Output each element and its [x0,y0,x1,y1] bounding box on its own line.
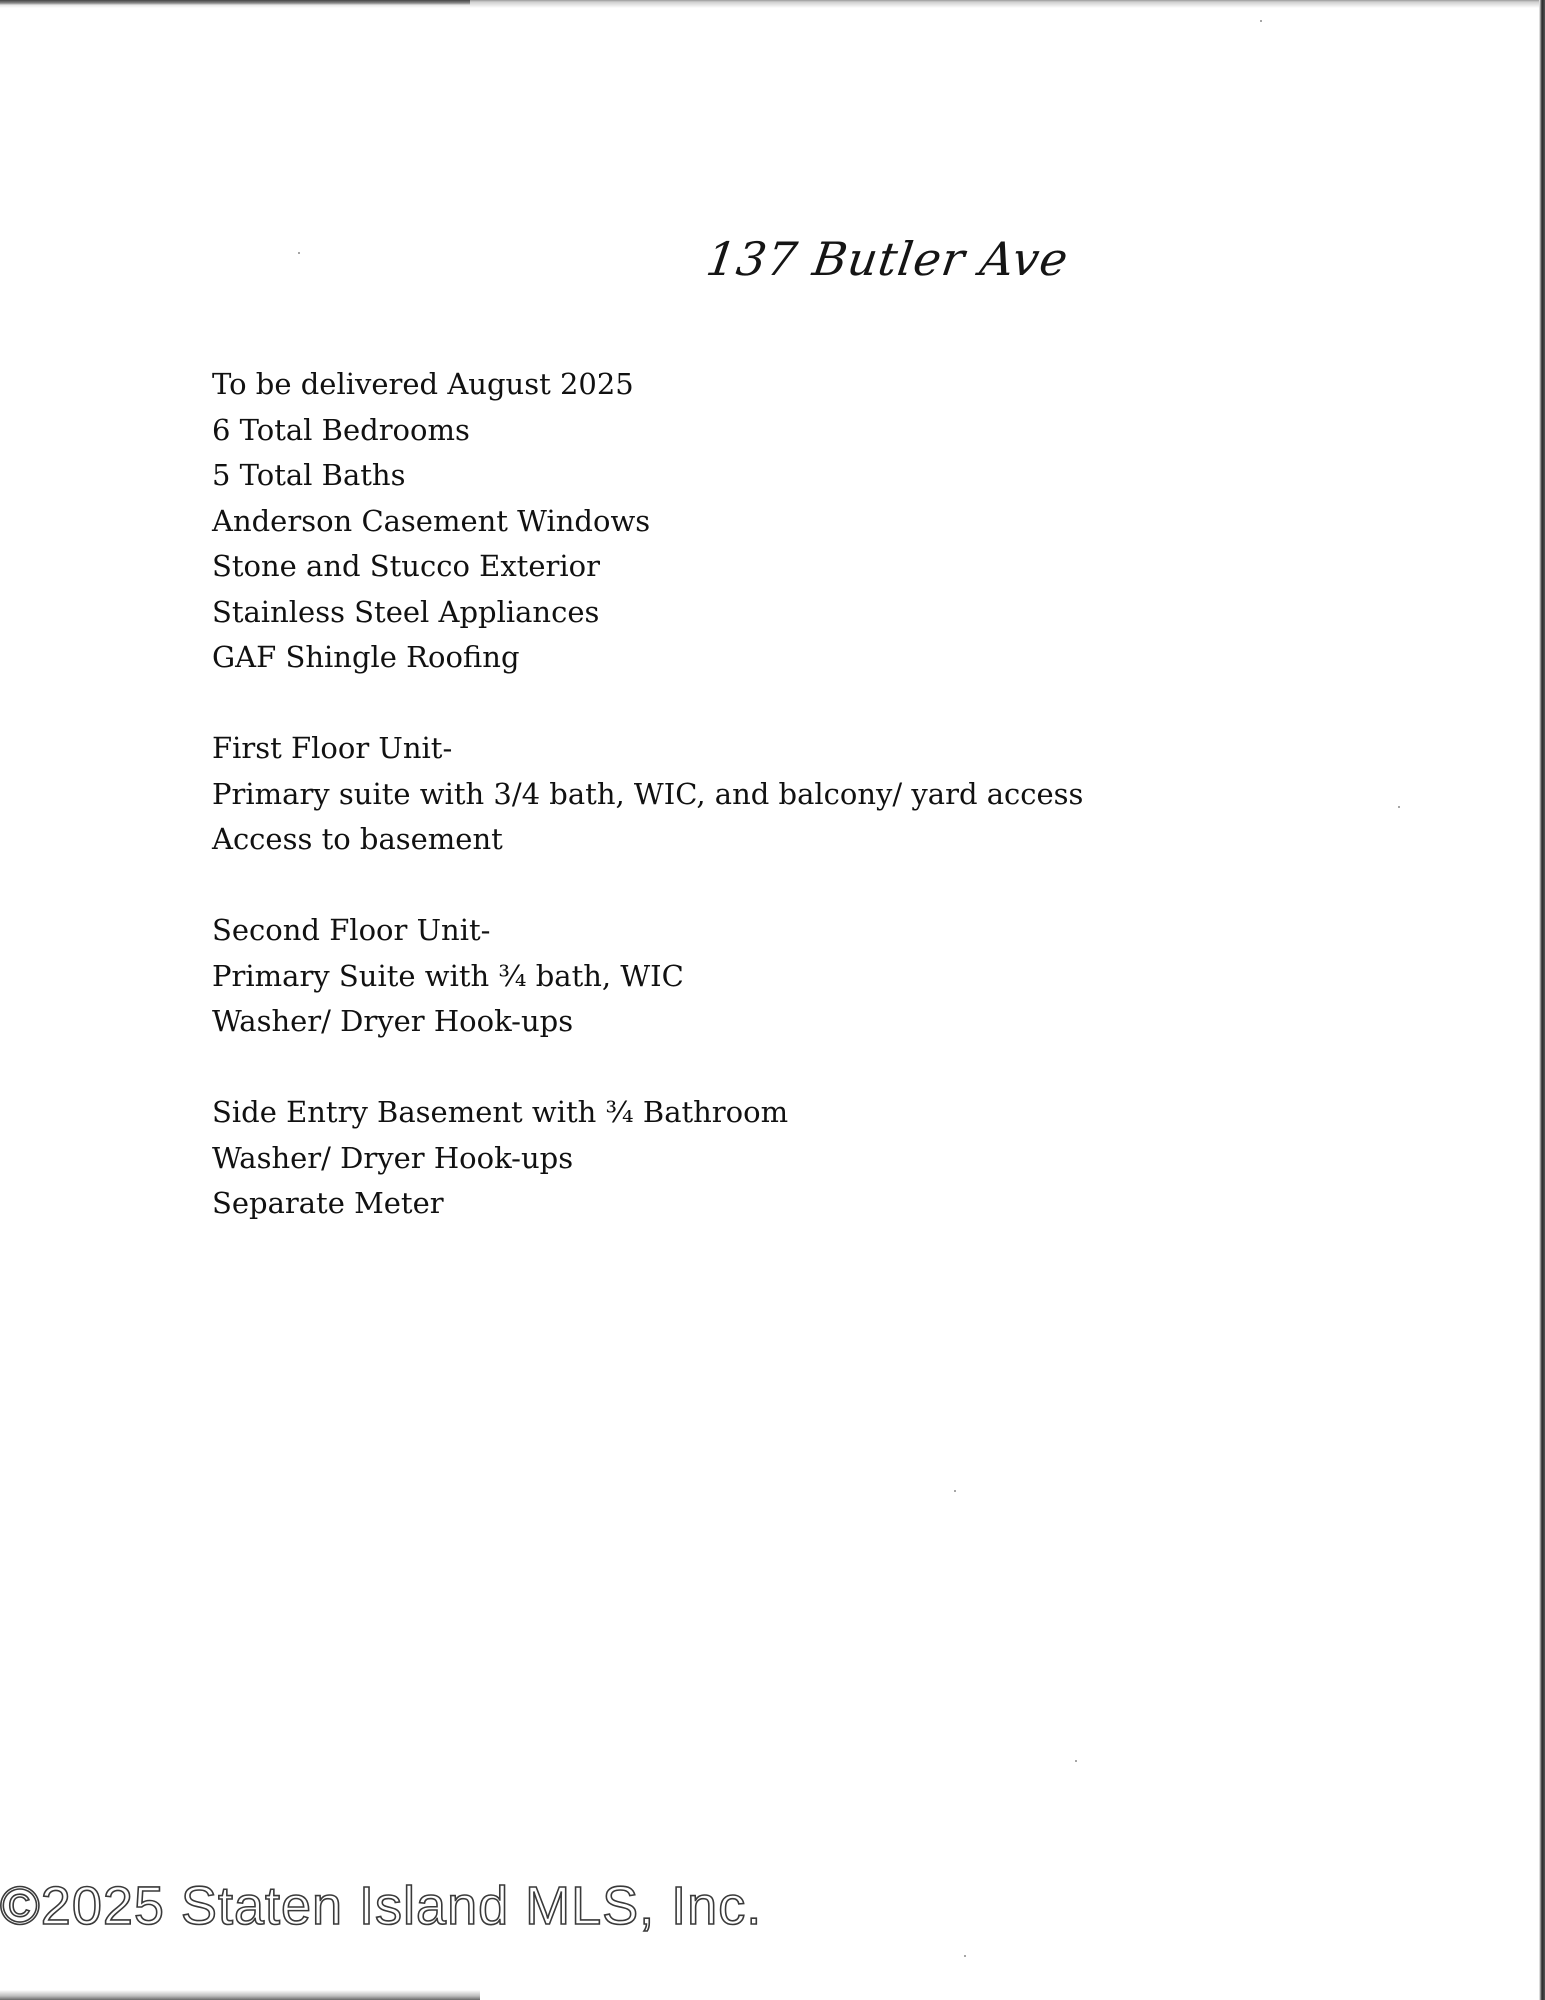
first-floor-item: Primary suite with 3/4 bath, WIC, and balcony/ yard access [212,776,1084,811]
document-body [212,362,1412,1227]
feature-line: To be delivered August 2025 [212,367,634,401]
section-spacer [212,863,1412,909]
second-floor-item: Primary Suite with ¾ bath, WIC [212,958,684,993]
copyright-watermark: ©2025 Staten Island MLS, Inc. [0,1876,763,1936]
feature-line: Stone and Stucco Exterior [212,549,600,583]
scan-bottom-edge [0,1990,480,2000]
scan-speck [1075,1760,1077,1762]
section-spacer [212,1045,1412,1091]
document-title: 137 Butler Ave [702,232,1073,286]
scan-speck [1260,20,1262,22]
basement-item: Separate Meter [212,1186,444,1220]
second-floor-item: Washer/ Dryer Hook-ups [212,1004,574,1038]
scan-speck [964,1955,966,1957]
feature-line: Stainless Steel Appliances [212,594,600,629]
scan-right-edge [1539,0,1545,2000]
feature-line: Anderson Casement Windows [212,503,651,538]
scan-speck [954,1490,956,1492]
second-floor-heading: Second Floor Unit- [212,913,491,947]
feature-line: 6 Total Bedrooms [212,412,470,447]
section-spacer [212,681,1412,727]
feature-line: GAF Shingle Roofing [212,640,520,674]
scan-top-shadow [0,0,470,5]
first-floor-heading: First Floor Unit- [212,731,453,765]
first-floor-item: Access to basement [212,822,503,856]
basement-item: Side Entry Basement with ¾ Bathroom [212,1095,789,1129]
basement-item: Washer/ Dryer Hook-ups [212,1140,574,1175]
feature-line: 5 Total Baths [212,458,406,492]
